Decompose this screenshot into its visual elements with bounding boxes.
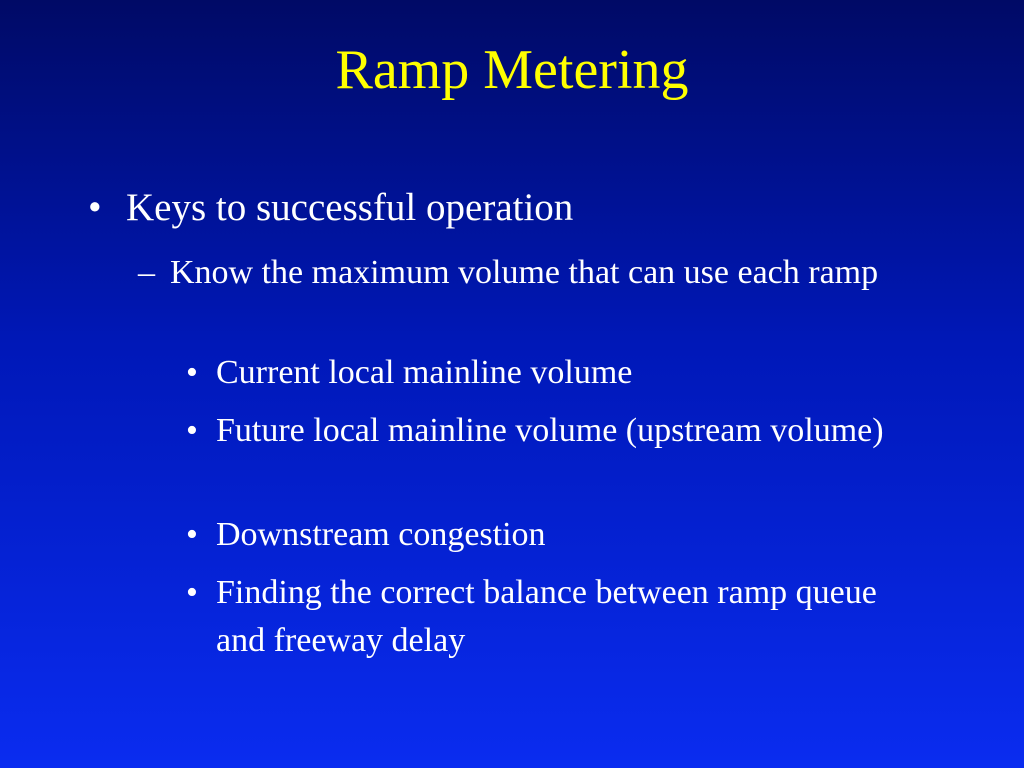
bullet-level-2 — [138, 249, 928, 297]
bullet-level-3 — [186, 569, 886, 665]
bullet-level-3 — [186, 511, 886, 559]
dash-marker: – — [138, 254, 155, 291]
bullet-level-1 — [88, 180, 968, 236]
bullet-marker: • — [186, 412, 198, 449]
bullet-marker: • — [88, 186, 102, 229]
bullet-marker: • — [186, 574, 198, 611]
bullet-text: Downstream congestion — [216, 516, 546, 553]
bullet-marker: • — [186, 516, 198, 553]
bullet-marker: • — [186, 354, 198, 391]
bullet-level-3 — [186, 349, 886, 397]
bullet-level-3 — [186, 407, 886, 455]
bullet-text: Know the maximum volume that can use each ramp — [170, 254, 879, 291]
bullet-text: Current local mainline volume — [216, 354, 633, 391]
bullet-text: Future local mainline volume (upstream volume) — [216, 412, 884, 449]
bullet-text: Finding the correct balance between ramp queue and freeway delay — [216, 574, 877, 659]
bullet-text: Keys to successful operation — [126, 186, 574, 229]
slide-title: Ramp Metering — [335, 39, 689, 101]
